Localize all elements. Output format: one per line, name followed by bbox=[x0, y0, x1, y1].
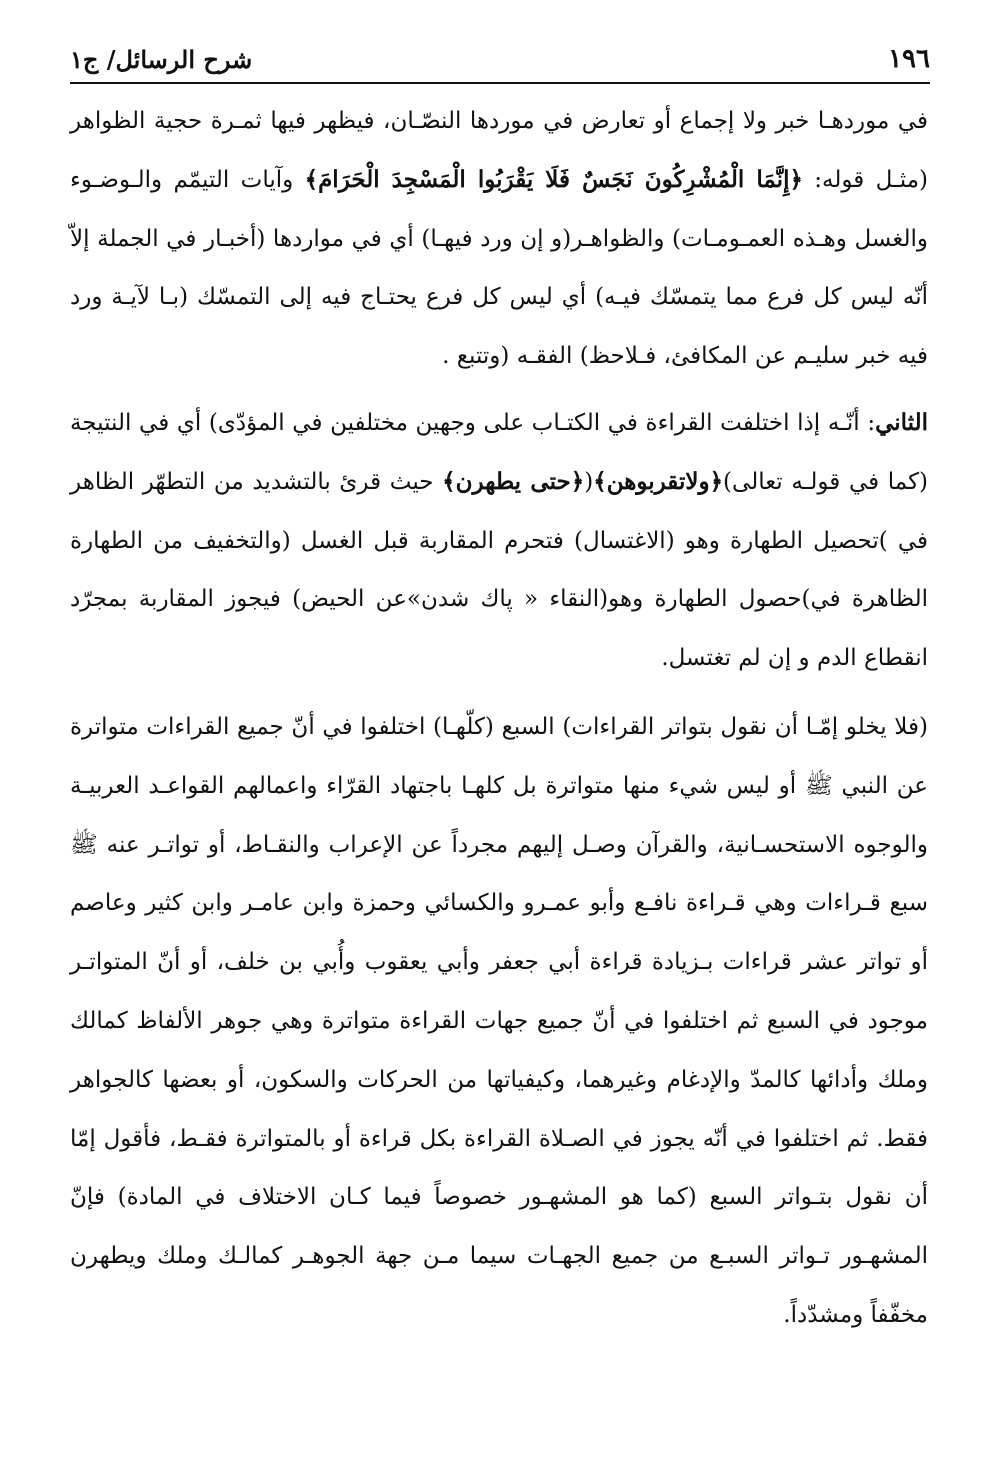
paragraph-2 bbox=[70, 394, 928, 688]
page-body bbox=[70, 92, 928, 1345]
quran-verse: ﴿حتى يطهرن﴾ bbox=[442, 467, 585, 495]
paragraph-gap bbox=[70, 386, 928, 394]
paragraph-3 bbox=[70, 698, 928, 1345]
paragraph-text: ( bbox=[584, 468, 594, 495]
paragraph-text: في موردهـا خبر ولا إجماع أو تعارض في موردها النصّـان، فيظهر فيها ثمـرة حجية الظواهر (مثـل قوله: bbox=[70, 108, 929, 193]
paragraph-text: وآيات التيمّم والـوضـوء والغسل وهـذه العمـومـات) والظواهـر(و إن ورد فيهـا) أي في مواردها (أخبـار في الجملة إلاّ أنّه ليس كل فرع مما يتمسّك فيـه) أي ليس كل فرع يحتـاج فيه إلى التمسّك (بـا لآيـة ورد فيه خبر سليـم عن المكافئ، فـلاحظ) الفقـه (وتتبع . bbox=[70, 166, 928, 370]
paragraph-text: : أنّـه إذا اختلفت القراءة في الكتـاب على وجهين مختلفين في المؤدّى) أي في النتيجة (كما في قولـه تعالى) bbox=[70, 409, 928, 495]
section-heading: الثاني bbox=[875, 408, 928, 436]
running-title: شرح الرسائل/ ج١ bbox=[70, 45, 253, 74]
paragraph-text: حيث قرئ بالتشديد من التطهّر الظاهر في )تحصيل الطهارة وهو (الاغتسال) فتحرم المقاربة قبل الغسل (والتخفيف من الطهارة الظاهرة في)حصول الطهارة وهو(النقاء « پاك شدن»عن الحيض) فيجوز المقاربة بمجرّد انقطاع الدم و إن لم تغتسل. bbox=[70, 468, 928, 672]
quran-verse: ﴿ولاتقربوهن﴾ bbox=[593, 467, 724, 495]
paragraph-gap bbox=[70, 688, 928, 698]
page-header bbox=[70, 34, 930, 74]
quran-verse: ﴿إِنَّمَا الْمُشْرِكُونَ نَجَسٌ فَلَا يَقْرَبُوا الْمَسْجِدَ الْحَرَامَ﴾ bbox=[304, 165, 803, 193]
paragraph-text: (فلا يخلو إمّـا أن نقول بتواتر القراءات) السبع (كلّهـا) اختلفوا في أنّ جميع القراءات متواترة عن النبي ﷺ أو ليس شيء منها متواترة بل كلهـا باجتهاد القرّاء واعمالهم القواعـد العربيـة والوجوه الاستحسـانية، والقرآن وصـل إليهم مجرداً عن الإعراب والنقـاط، أو تواتـر عنه ﷺ سبع قـراءات وهي قـراءة نافـع وأبو عمـرو والكسائي وحمزة وابن عامـر وابن كثير وعاصم أو تواتر عشر قراءات بـزيادة قراءة أبي جعفر وأبي يعقوب وأُبي بن خلف، أو أنّ المتواتـر موجود في السبع ثم اختلفوا في أنّ جميع جهات القراءة متواترة وهي جوهر الألفاظ كمالك وملك وأدائها كالمدّ والإدغام وغيرهما، وكيفياتها من الحركات والسكون، أو بعضها كالجواهر فقط. ثم اختلفوا في أنّه يجوز في الصـلاة القراءة بكل قراءة أو بالمتواترة فقـط، فأقول إمّا أن نقول بتـواتر السبع (كما هو المشهـور خصوصاً فيما كـان الاختلاف في المادة) فإنّ المشهـور تـواتر السبـع من جميع الجهـات سيما مـن جهة الجوهـر كمالـك وملك ويطهرن مخفّفاً ومشدّداً. bbox=[70, 713, 929, 1328]
page-number: ١٩٦ bbox=[888, 44, 930, 74]
header-rule bbox=[70, 82, 930, 84]
paragraph-1 bbox=[70, 92, 928, 386]
